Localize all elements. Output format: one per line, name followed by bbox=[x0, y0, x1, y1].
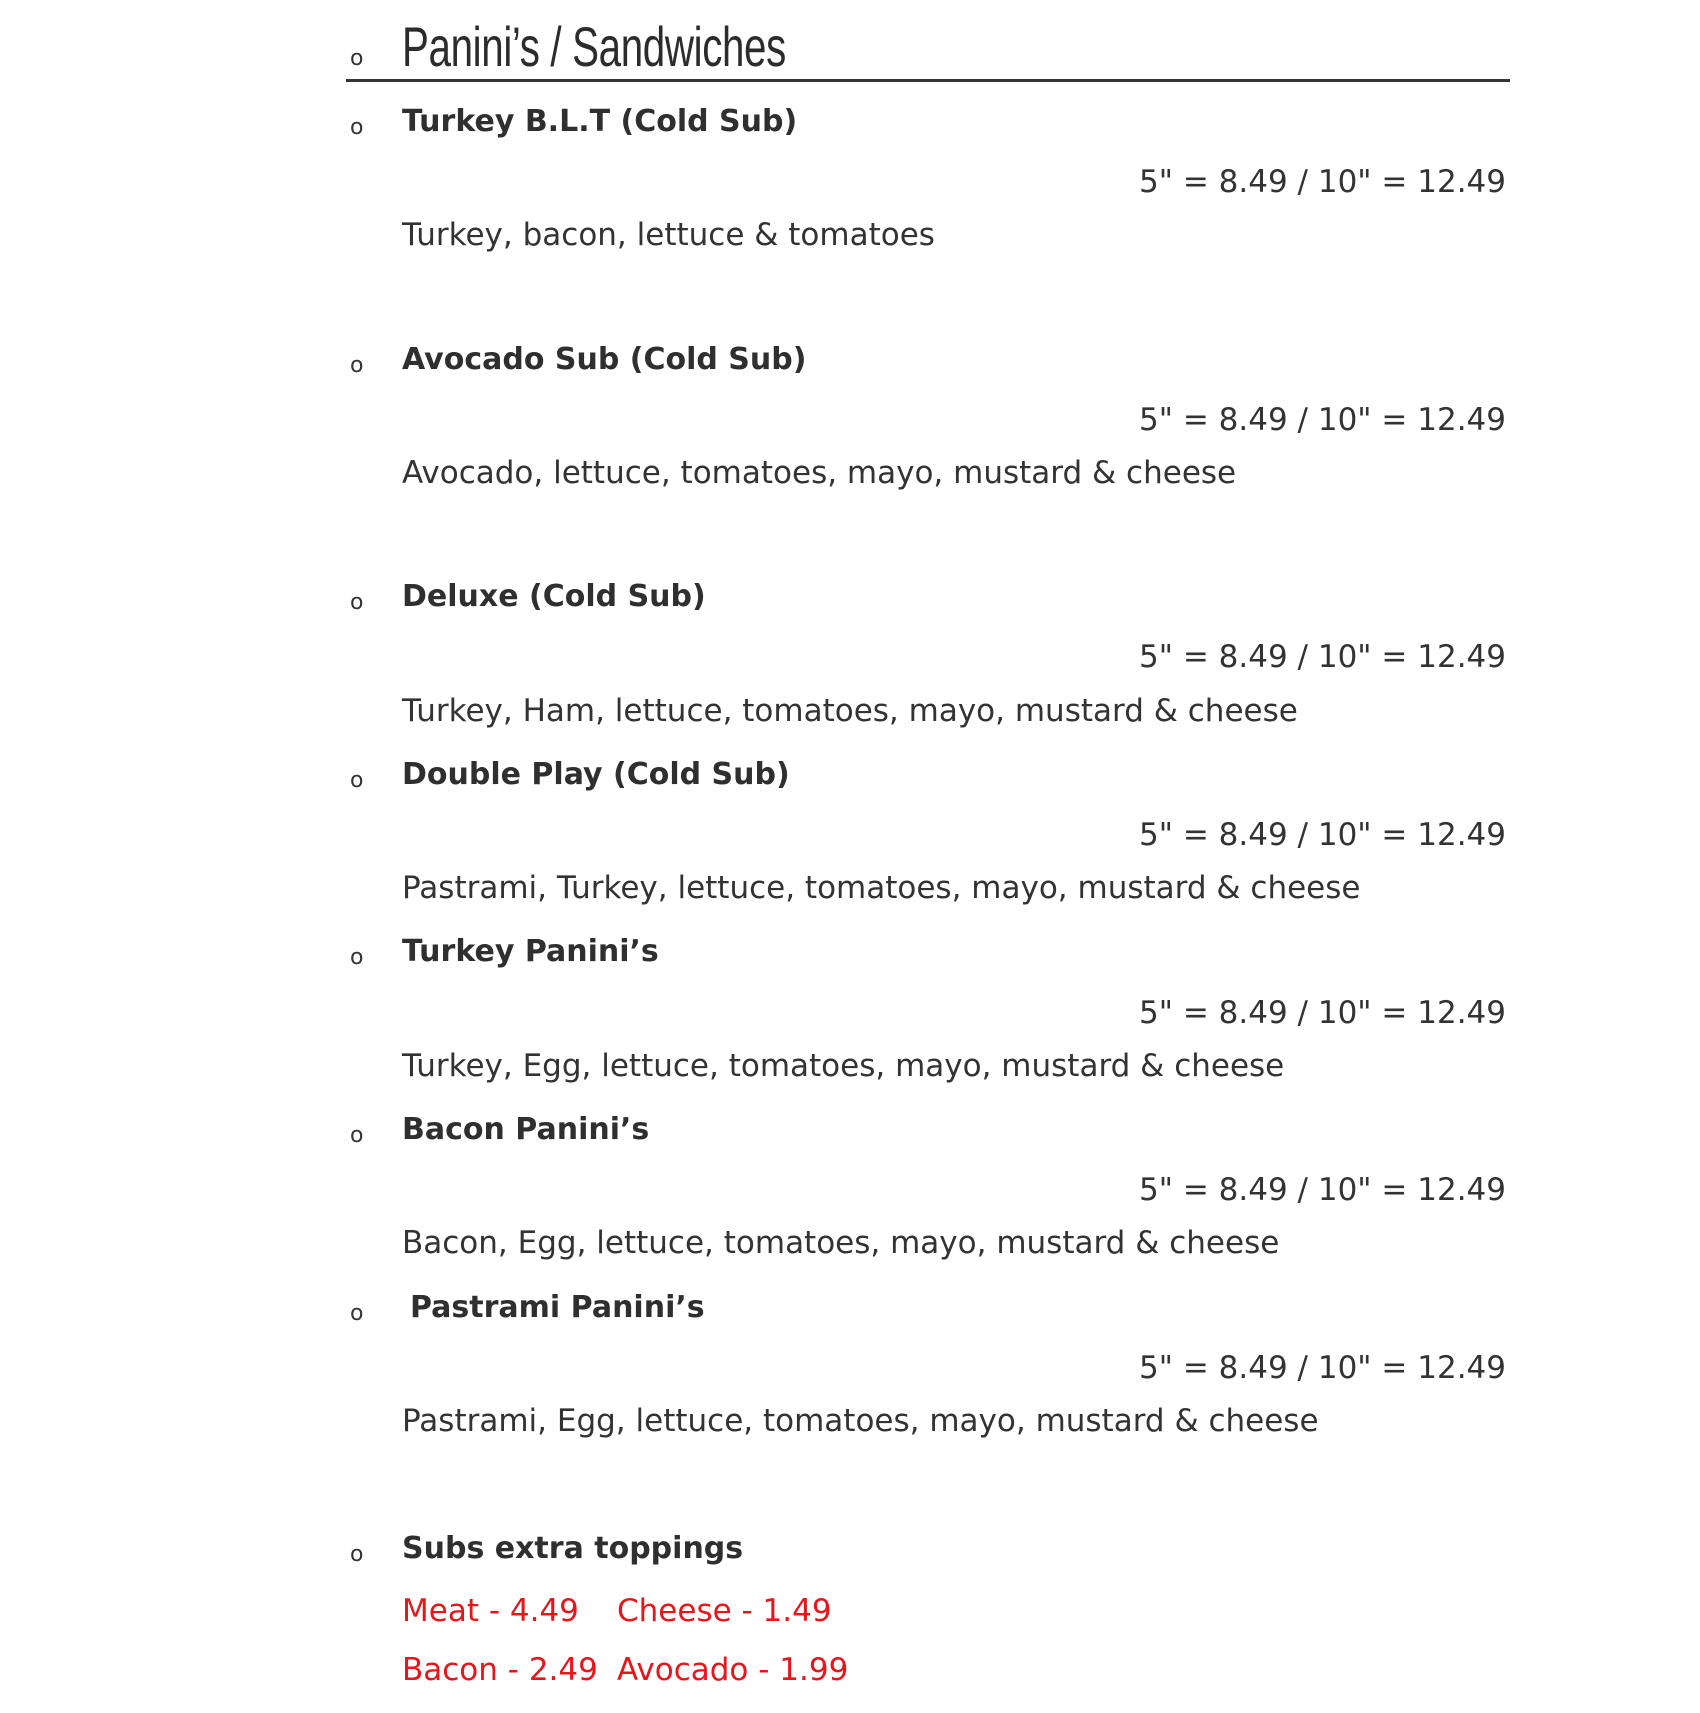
page-title: Panini’s / Sandwiches bbox=[402, 15, 786, 78]
item-price: 5" = 8.49 / 10" = 12.49 bbox=[1139, 639, 1506, 675]
item-description: Bacon, Egg, lettuce, tomatoes, mayo, mustard & cheese bbox=[402, 1225, 1280, 1261]
topping-meat: Meat - 4.49 bbox=[402, 1593, 579, 1629]
item-description: Pastrami, Turkey, lettuce, tomatoes, mayo, mustard & cheese bbox=[402, 870, 1361, 906]
item-price: 5" = 8.49 / 10" = 12.49 bbox=[1139, 1350, 1506, 1386]
extras-heading: Subs extra toppings bbox=[402, 1531, 744, 1566]
item-description: Turkey, bacon, lettuce & tomatoes bbox=[402, 217, 935, 253]
item-name: Turkey B.L.T (Cold Sub) bbox=[402, 104, 798, 139]
list-bullet: o bbox=[350, 768, 364, 793]
item-description: Pastrami, Egg, lettuce, tomatoes, mayo, mustard & cheese bbox=[402, 1403, 1319, 1439]
title-divider bbox=[346, 79, 1510, 82]
item-name: Double Play (Cold Sub) bbox=[402, 757, 790, 792]
list-bullet: o bbox=[350, 945, 364, 970]
list-bullet: o bbox=[350, 1123, 364, 1148]
list-bullet: o bbox=[350, 353, 364, 378]
item-price: 5" = 8.49 / 10" = 12.49 bbox=[1139, 817, 1506, 853]
item-description: Turkey, Egg, lettuce, tomatoes, mayo, mustard & cheese bbox=[402, 1048, 1285, 1084]
list-bullet: o bbox=[350, 46, 364, 71]
item-name: Turkey Panini’s bbox=[402, 934, 659, 969]
topping-bacon: Bacon - 2.49 bbox=[402, 1652, 598, 1688]
item-name: Deluxe (Cold Sub) bbox=[402, 579, 706, 614]
item-name: Pastrami Panini’s bbox=[410, 1290, 705, 1325]
topping-avocado: Avocado - 1.99 bbox=[617, 1652, 849, 1688]
list-bullet: o bbox=[350, 590, 364, 615]
list-bullet: o bbox=[350, 1301, 364, 1326]
item-price: 5" = 8.49 / 10" = 12.49 bbox=[1139, 164, 1506, 200]
item-price: 5" = 8.49 / 10" = 12.49 bbox=[1139, 402, 1506, 438]
item-price: 5" = 8.49 / 10" = 12.49 bbox=[1139, 1172, 1506, 1208]
item-description: Avocado, lettuce, tomatoes, mayo, mustard & cheese bbox=[402, 455, 1237, 491]
item-description: Turkey, Ham, lettuce, tomatoes, mayo, mustard & cheese bbox=[402, 693, 1298, 729]
list-bullet: o bbox=[350, 1542, 364, 1567]
topping-cheese: Cheese - 1.49 bbox=[617, 1593, 832, 1629]
item-name: Bacon Panini’s bbox=[402, 1112, 650, 1147]
item-price: 5" = 8.49 / 10" = 12.49 bbox=[1139, 995, 1506, 1031]
list-bullet: o bbox=[350, 115, 364, 140]
item-name: Avocado Sub (Cold Sub) bbox=[402, 342, 807, 377]
